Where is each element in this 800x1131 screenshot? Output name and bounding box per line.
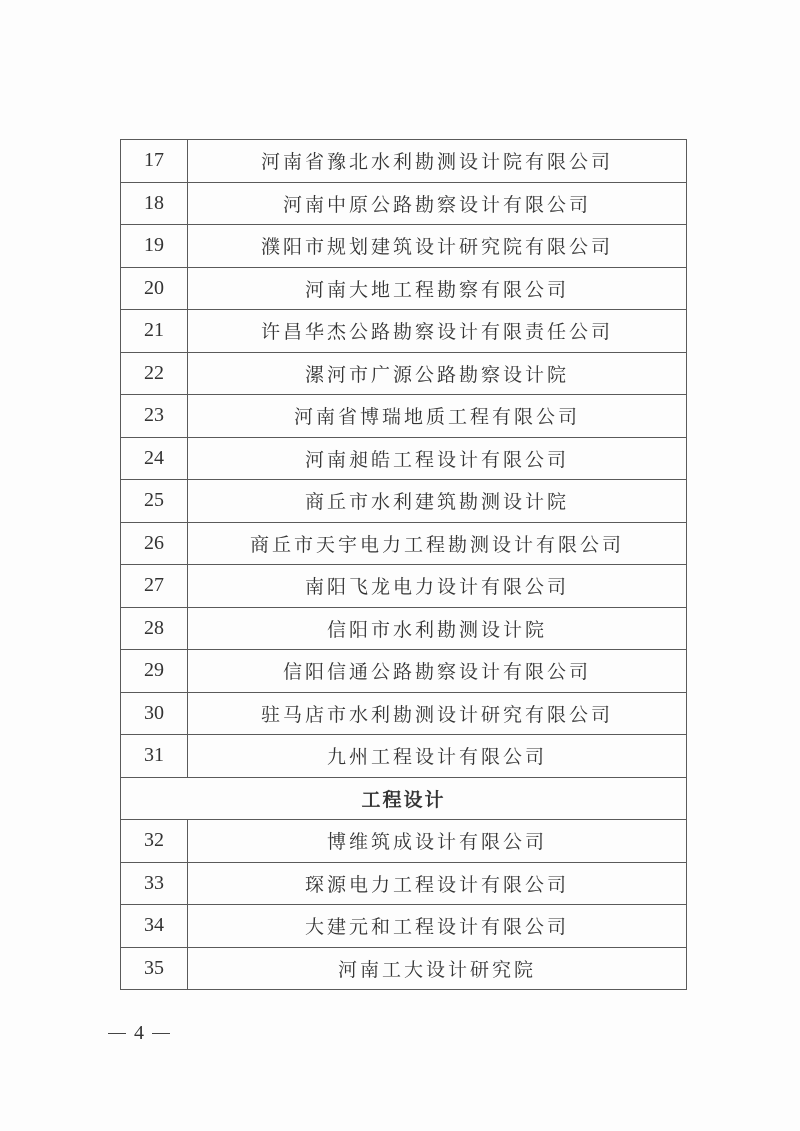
- company-name: 河南大地工程勘察有限公司: [188, 267, 687, 310]
- dash-left: [108, 1033, 126, 1034]
- table-row: [121, 607, 687, 650]
- row-number: 24: [121, 437, 188, 480]
- table-row: [121, 140, 687, 183]
- company-name: 河南工大设计研究院: [188, 947, 687, 990]
- table-row: [121, 267, 687, 310]
- table-row: [121, 480, 687, 523]
- row-number: 31: [121, 735, 188, 778]
- company-name: 琛源电力工程设计有限公司: [188, 862, 687, 905]
- table-row: [121, 310, 687, 353]
- page-number: 4: [134, 1022, 144, 1044]
- company-name: 南阳飞龙电力设计有限公司: [188, 565, 687, 608]
- table-row: [121, 692, 687, 735]
- row-number: 29: [121, 650, 188, 693]
- section-header-row: [121, 777, 687, 820]
- company-name: 商丘市天宇电力工程勘测设计有限公司: [188, 522, 687, 565]
- row-number: 28: [121, 607, 188, 650]
- company-name: 河南昶皓工程设计有限公司: [188, 437, 687, 480]
- row-number: 26: [121, 522, 188, 565]
- row-number: 32: [121, 820, 188, 863]
- row-number: 23: [121, 395, 188, 438]
- table-row: [121, 437, 687, 480]
- company-name: 许昌华杰公路勘察设计有限责任公司: [188, 310, 687, 353]
- row-number: 18: [121, 182, 188, 225]
- row-number: 22: [121, 352, 188, 395]
- company-name: 漯河市广源公路勘察设计院: [188, 352, 687, 395]
- company-name: 商丘市水利建筑勘测设计院: [188, 480, 687, 523]
- company-name: 信阳信通公路勘察设计有限公司: [188, 650, 687, 693]
- table-row: [121, 862, 687, 905]
- table-row: [121, 735, 687, 778]
- table-row: [121, 650, 687, 693]
- company-name: 信阳市水利勘测设计院: [188, 607, 687, 650]
- row-number: 25: [121, 480, 188, 523]
- page-number-footer: [108, 1022, 170, 1045]
- table-row: [121, 395, 687, 438]
- table-row: [121, 182, 687, 225]
- company-name: 驻马店市水利勘测设计研究有限公司: [188, 692, 687, 735]
- table-row: [121, 522, 687, 565]
- table-row: [121, 947, 687, 990]
- row-number: 33: [121, 862, 188, 905]
- section-title: 工程设计: [121, 777, 687, 820]
- dash-right: [152, 1033, 170, 1034]
- company-name: 濮阳市规划建筑设计研究院有限公司: [188, 225, 687, 268]
- row-number: 30: [121, 692, 188, 735]
- company-name: 河南省豫北水利勘测设计院有限公司: [188, 140, 687, 183]
- table-row: [121, 820, 687, 863]
- company-name: 河南省博瑞地质工程有限公司: [188, 395, 687, 438]
- table-row: [121, 225, 687, 268]
- table-row: [121, 565, 687, 608]
- company-name: 博维筑成设计有限公司: [188, 820, 687, 863]
- company-name: 河南中原公路勘察设计有限公司: [188, 182, 687, 225]
- table-row: [121, 905, 687, 948]
- row-number: 19: [121, 225, 188, 268]
- table-row: [121, 352, 687, 395]
- company-name: 大建元和工程设计有限公司: [188, 905, 687, 948]
- company-list-table: [120, 139, 687, 990]
- row-number: 21: [121, 310, 188, 353]
- row-number: 35: [121, 947, 188, 990]
- row-number: 20: [121, 267, 188, 310]
- row-number: 34: [121, 905, 188, 948]
- company-name: 九州工程设计有限公司: [188, 735, 687, 778]
- row-number: 17: [121, 140, 188, 183]
- row-number: 27: [121, 565, 188, 608]
